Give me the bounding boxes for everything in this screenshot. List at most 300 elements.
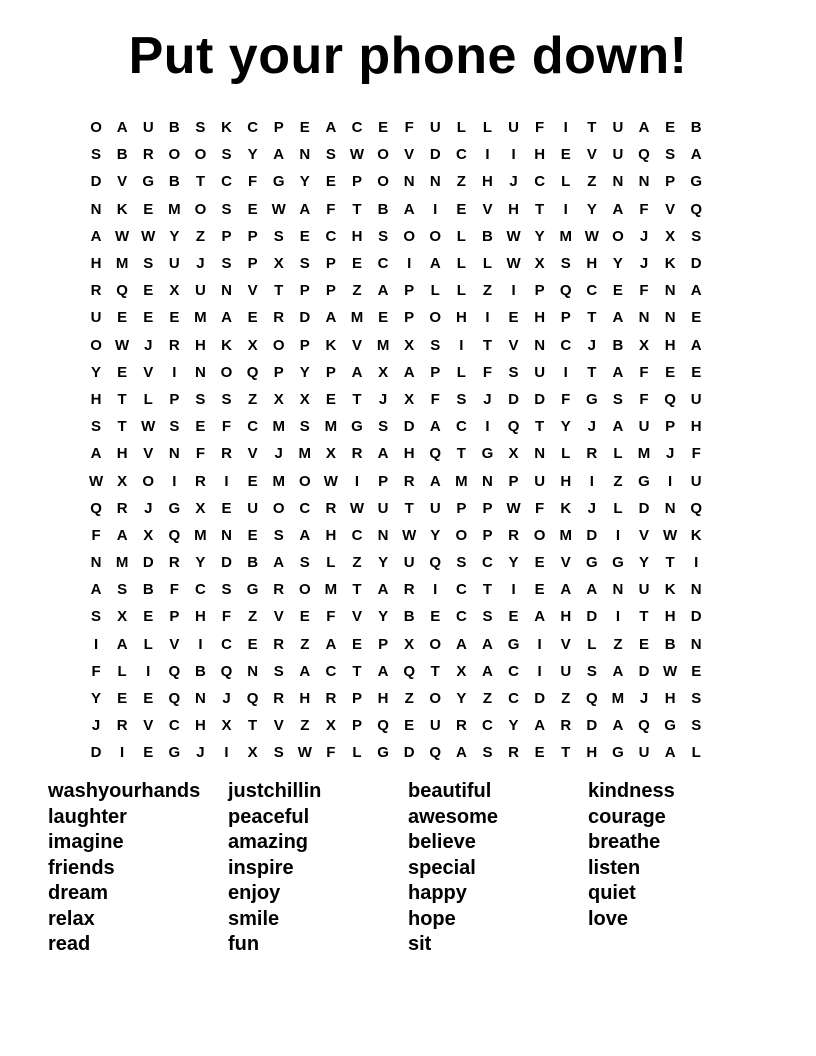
grid-letter: P [169,608,180,626]
grid-letter: N [534,336,546,354]
word-list-item: listen [588,856,641,879]
grid-letter: P [351,173,362,191]
grid-letter: N [90,200,102,218]
grid-letter: C [195,581,206,599]
grid-letter: T [117,418,127,436]
grid-row [83,386,709,413]
grid-letter: E [560,146,571,164]
grid-letter: A [482,662,493,680]
grid-letter: Z [248,390,258,408]
grid-letter: L [430,282,440,300]
grid-letter: V [586,146,597,164]
grid-row [83,168,709,195]
grid-letter: P [404,282,415,300]
grid-letter: X [299,390,310,408]
grid-letter: E [299,119,310,137]
grid-letter: X [404,635,415,653]
grid-letter: S [560,255,571,273]
word-list-item: justchillin [228,780,322,802]
grid-letter: H [534,146,546,164]
grid-letter: I [198,635,203,653]
grid-letter: N [195,363,206,381]
grid-letter: H [90,255,102,273]
grid-letter: S [91,608,102,626]
grid-letter: M [168,200,181,218]
grid-letter: P [456,499,467,517]
grid-letter: F [221,418,232,436]
grid-letter: I [146,662,151,680]
grid-letter: T [117,390,127,408]
grid-letter: E [378,309,389,327]
grid-letter: Z [613,472,623,490]
grid-letter: G [351,418,363,436]
grid-letter: Z [482,690,493,708]
grid-letter: W [349,146,365,164]
grid-letter: H [195,336,206,354]
grid-letter: F [430,390,440,408]
grid-letter: P [169,390,180,408]
grid-letter: C [325,227,337,245]
grid-letter: T [665,554,675,572]
grid-letter: V [117,173,128,191]
grid-letter: Q [377,717,389,735]
grid-letter: J [483,390,492,408]
grid-letter: U [377,499,389,517]
grid-letter: S [221,581,232,599]
grid-letter: T [352,200,362,218]
grid-letter: Q [168,662,181,680]
grid-letter: N [534,445,546,463]
grid-letter: E [221,499,232,517]
grid-letter: L [456,119,466,137]
grid-letter: E [665,119,676,137]
grid-letter: M [559,526,572,544]
grid-letter: Y [586,200,597,218]
grid-letter: C [247,119,259,137]
grid-letter: R [168,336,180,354]
grid-letter: I [615,608,620,626]
grid-letter: S [143,255,154,273]
grid-letter: M [194,309,207,327]
grid-letter: H [403,445,415,463]
grid-letter: L [143,390,153,408]
grid-letter: E [117,363,128,381]
grid-letter: V [639,526,650,544]
grid-letter: D [534,690,546,708]
grid-letter: F [221,608,232,626]
grid-letter: K [560,499,572,517]
grid-letter: M [324,418,338,436]
grid-letter: U [403,554,415,572]
grid-letter: D [90,744,102,762]
grid-letter: G [142,173,155,191]
grid-letter: J [587,418,596,436]
grid-letter: M [611,690,625,708]
grid-letter: J [378,390,388,408]
grid-row [83,712,709,739]
grid-letter: N [221,526,232,544]
grid-letter: I [537,635,542,653]
grid-letter: W [141,227,156,245]
grid-letter: T [587,363,597,381]
grid-letter: K [221,336,232,354]
grid-letter: M [637,445,651,463]
grid-letter: C [455,608,467,626]
grid-letter: E [534,581,545,599]
grid-letter: L [117,662,127,680]
grid-letter: O [272,499,285,517]
grid-letter: X [404,390,415,408]
grid-letter: Z [587,173,597,191]
grid-letter: O [612,227,624,245]
grid-letter: X [456,662,467,680]
grid-letter: O [194,146,207,164]
grid-letter: B [690,119,702,137]
grid-letter: L [613,445,623,463]
grid-letter: E [404,717,415,735]
grid-letter: R [273,581,285,599]
grid-letter: A [273,146,285,164]
grid-letter: G [377,744,389,762]
grid-letter: H [690,418,702,436]
grid-letter: J [509,173,518,191]
grid-letter: P [665,418,676,436]
grid-letter: P [482,499,493,517]
grid-letter: J [144,499,153,517]
grid-letter: T [430,662,440,680]
grid-letter: Z [300,717,310,735]
grid-letter: X [169,282,180,300]
grid-letter: C [221,635,232,653]
word-list-item: inspire [228,856,294,879]
grid-letter: X [665,227,676,245]
grid-letter: O [272,336,285,354]
grid-letter: R [508,526,519,544]
grid-letter: W [349,499,365,517]
grid-letter: E [143,744,154,762]
grid-letter: H [508,200,519,218]
grid-letter: E [247,200,258,218]
grid-letter: B [142,581,154,599]
grid-letter: H [90,390,102,408]
grid-letter: T [535,418,545,436]
grid-letter: S [169,418,180,436]
grid-letter: W [506,227,521,245]
grid-letter: O [142,472,155,490]
grid-letter: W [584,227,599,245]
grid-letter: S [691,227,702,245]
grid-letter: N [90,554,102,572]
grid-letter: V [560,635,571,653]
grid-letter: V [351,336,362,354]
grid-letter: O [90,119,102,137]
grid-letter: I [615,526,620,544]
grid-letter: I [511,581,516,599]
grid-letter: B [195,662,206,680]
grid-letter: J [91,717,101,735]
grid-letter: G [272,173,285,191]
grid-letter: H [560,608,572,626]
word-list-item: quiet [588,882,636,904]
grid-letter: Q [116,282,128,300]
grid-letter: K [116,200,128,218]
grid-letter: N [664,309,676,327]
grid-letter: S [665,146,676,164]
grid-letter: I [563,119,568,137]
grid-letter: E [117,690,128,708]
grid-letter: T [639,608,649,626]
grid-letter: A [221,309,232,327]
grid-letter: P [482,526,493,544]
grid-letter: Z [352,282,362,300]
grid-letter: R [273,635,285,653]
grid-letter: N [664,499,676,517]
grid-letter: H [664,336,676,354]
grid-letter: L [456,282,466,300]
word-list-item: beautiful [408,780,492,802]
grid-letter: L [482,119,493,137]
grid-letter: S [691,717,702,735]
grid-letter: U [429,499,441,517]
grid-letter: A [429,255,441,273]
grid-letter: Z [195,227,205,245]
grid-row [83,413,709,440]
word-list-item: friends [48,856,115,879]
word-list-item: love [588,907,629,930]
grid-letter: A [325,635,337,653]
grid-letter: U [690,472,702,490]
grid-letter: A [612,418,624,436]
grid-letter: O [298,472,311,490]
grid-row [83,495,709,522]
grid-letter: F [404,119,414,137]
grid-letter: L [561,445,571,463]
grid-letter: L [482,255,493,273]
grid-letter: T [248,717,258,735]
grid-letter: J [144,336,153,354]
grid-letter: U [429,119,441,137]
grid-letter: Q [664,390,676,408]
grid-letter: N [690,581,702,599]
word-list-item: washyourhands [48,780,201,802]
grid-letter: C [586,282,598,300]
grid-letter: F [535,119,545,137]
grid-letter: S [430,336,441,354]
word-bank [48,779,768,958]
grid-letter: I [563,363,568,381]
grid-letter: V [665,200,676,218]
grid-letter: W [323,472,338,490]
grid-letter: O [429,309,442,327]
grid-letter: Q [90,499,102,517]
grid-letter: N [247,662,259,680]
grid-letter: I [93,635,99,653]
grid-letter: Z [404,690,414,708]
grid-letter: I [172,472,177,490]
grid-letter: X [325,445,336,463]
grid-letter: I [433,200,438,218]
grid-letter: Q [638,146,650,164]
grid-letter: R [351,445,363,463]
grid-letter: P [299,336,310,354]
grid-letter: S [221,200,232,218]
grid-letter: G [168,499,181,517]
grid-letter: B [377,200,389,218]
word-list-item: courage [588,805,666,828]
grid-letter: A [273,554,285,572]
grid-row [83,277,709,304]
grid-letter: B [247,554,259,572]
grid-letter: M [559,227,572,245]
grid-letter: T [561,744,571,762]
grid-letter: Y [430,526,441,544]
grid-letter: A [482,635,493,653]
grid-letter: D [690,608,702,626]
grid-letter: Q [168,526,181,544]
grid-letter: J [665,445,675,463]
grid-letter: O [377,146,389,164]
grid-letter: I [511,282,516,300]
grid-letter: S [378,227,389,245]
grid-letter: Q [507,418,520,436]
grid-letter: Y [299,173,310,191]
grid-letter: Q [638,717,650,735]
grid-letter: A [560,581,572,599]
grid-letter: I [433,581,438,599]
grid-letter: A [299,526,311,544]
grid-letter: O [377,173,389,191]
grid-letter: A [299,200,311,218]
grid-letter: D [534,390,546,408]
grid-letter: H [116,445,128,463]
grid-letter: D [90,173,102,191]
grid-letter: S [299,255,310,273]
grid-letter: O [429,227,442,245]
grid-letter: A [612,200,624,218]
grid-letter: A [377,282,389,300]
grid-letter: E [195,418,206,436]
grid-letter: P [560,309,571,327]
grid-letter: B [664,635,676,653]
grid-letter: V [560,554,571,572]
grid-letter: X [247,336,258,354]
grid-letter: D [142,554,154,572]
grid-letter: S [586,662,597,680]
grid-letter: P [534,282,545,300]
grid-letter: F [326,200,336,218]
grid-letter: I [224,744,229,762]
grid-letter: E [665,363,676,381]
grid-letter: R [195,472,206,490]
grid-letter: C [351,119,363,137]
grid-row [83,467,709,494]
grid-letter: O [403,227,415,245]
grid-letter: A [429,472,441,490]
grid-row [83,685,709,712]
grid-letter: L [456,227,466,245]
grid-letter: M [115,255,129,273]
grid-letter: S [612,390,623,408]
grid-letter: Q [429,554,442,572]
grid-letter: E [117,309,128,327]
grid-letter: A [403,363,415,381]
grid-letter: D [586,526,598,544]
grid-letter: M [272,472,285,490]
grid-letter: S [273,662,284,680]
grid-letter: F [639,282,649,300]
grid-row [83,522,709,549]
grid-letter: S [456,390,467,408]
grid-letter: T [352,390,362,408]
grid-letter: H [586,744,598,762]
grid-letter: C [247,418,259,436]
grid-letter: H [455,309,467,327]
grid-letter: C [299,499,311,517]
grid-letter: G [507,635,520,653]
grid-letter: V [247,445,258,463]
grid-letter: U [429,717,441,735]
grid-letter: R [325,690,337,708]
grid-letter: P [299,282,310,300]
grid-letter: T [535,200,545,218]
grid-letter: V [508,336,519,354]
grid-letter: J [196,255,205,273]
word-list-item: believe [408,831,476,853]
grid-letter: X [273,390,284,408]
grid-letter: T [456,445,466,463]
grid-row [83,576,709,603]
grid-row [83,631,709,658]
grid-letter: G [246,581,259,599]
grid-letter: A [116,119,128,137]
grid-letter: R [325,499,337,517]
grid-letter: C [534,173,546,191]
grid-letter: X [273,255,284,273]
grid-letter: E [691,363,702,381]
grid-letter: Q [246,690,259,708]
grid-letter: P [378,635,389,653]
grid-letter: L [561,173,571,191]
grid-letter: V [143,445,154,463]
grid-letter: U [690,390,702,408]
grid-letter: A [690,282,702,300]
grid-letter: E [508,608,519,626]
grid-letter: C [377,255,389,273]
word-list-item: kindness [588,780,675,802]
word-list-item: hope [408,907,456,930]
word-list-item: amazing [228,831,309,853]
grid-letter: I [668,472,673,490]
grid-letter: G [664,717,676,735]
grid-letter: K [221,119,232,137]
word-list-item: awesome [408,805,499,828]
grid-letter: M [324,581,338,599]
grid-row [83,332,709,359]
grid-letter: E [247,309,258,327]
grid-letter: N [638,309,650,327]
grid-row [83,359,709,386]
grid-letter: S [378,418,389,436]
grid-letter: W [663,662,678,680]
grid-letter: X [221,717,232,735]
grid-letter: A [325,119,337,137]
grid-letter: J [639,227,649,245]
grid-letter: E [612,282,623,300]
grid-letter: I [407,255,412,273]
grid-letter: X [247,744,258,762]
grid-letter: Y [508,554,519,572]
grid-letter: L [691,744,701,762]
